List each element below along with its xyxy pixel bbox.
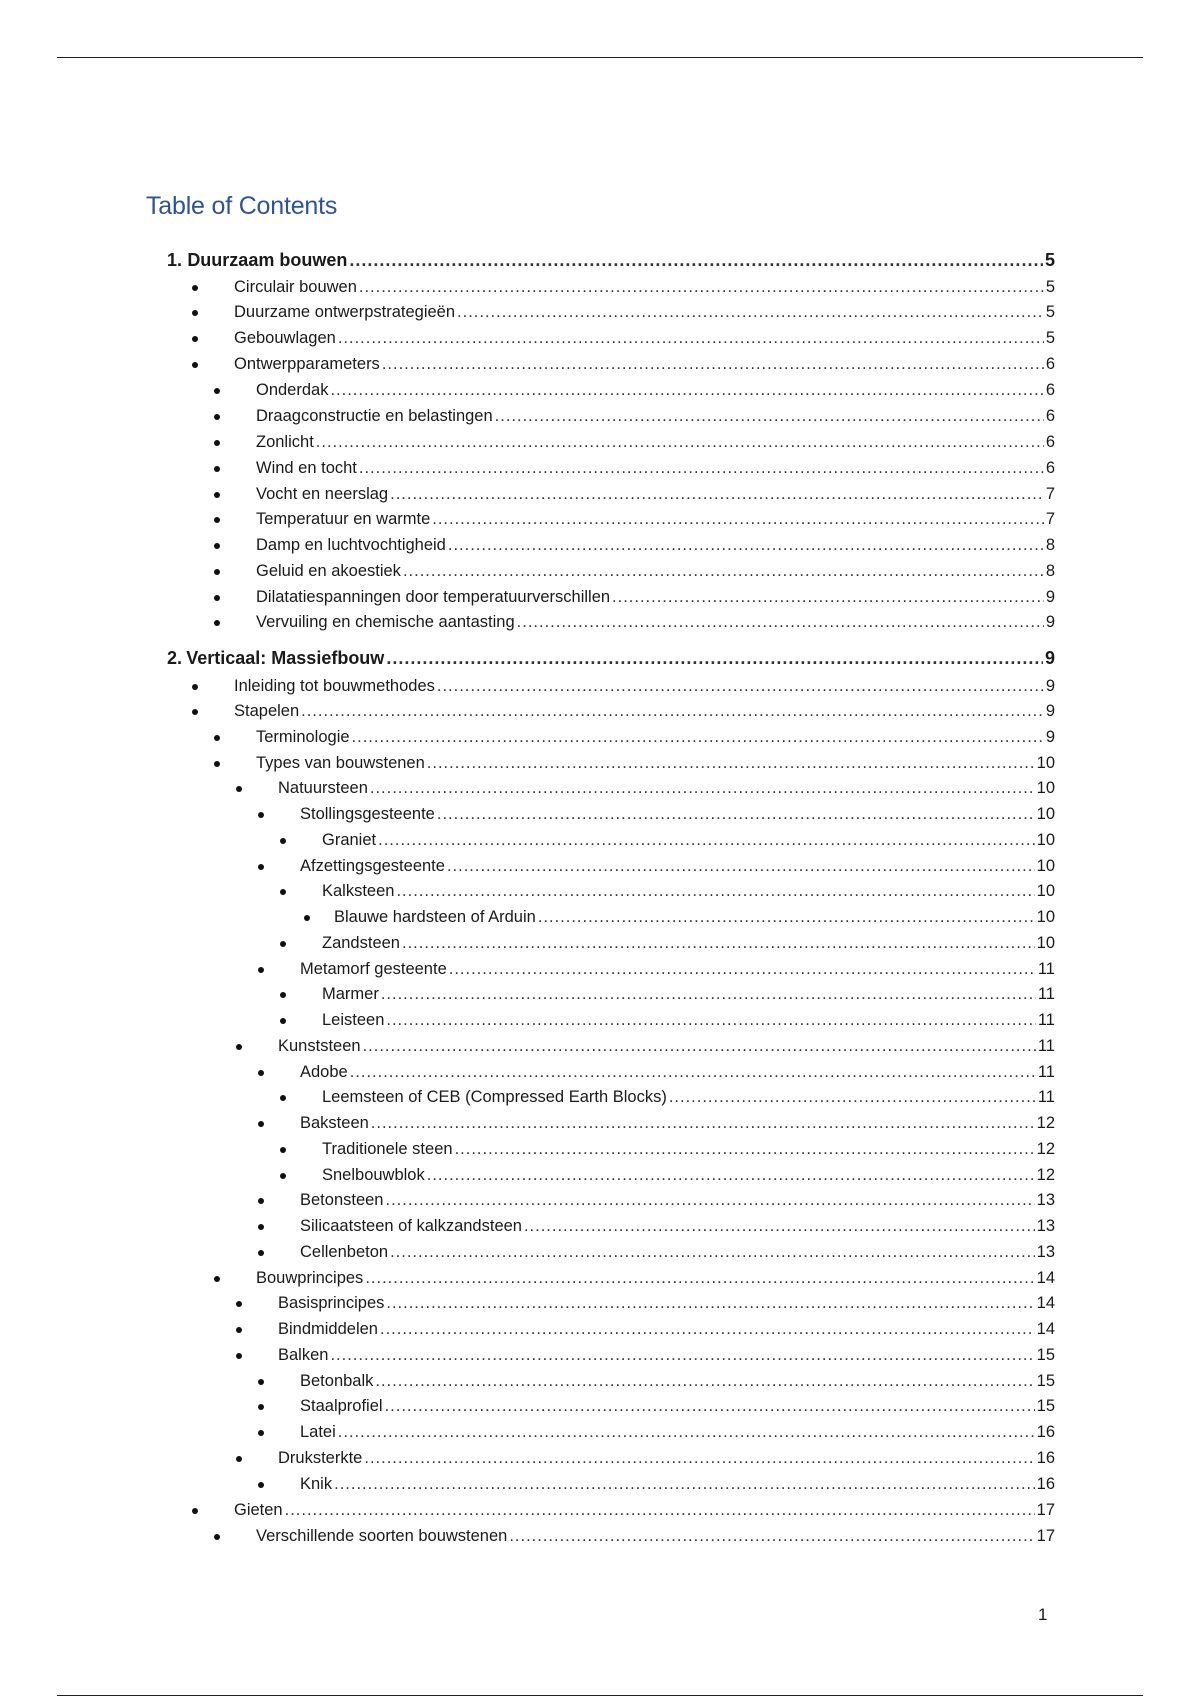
toc-entry[interactable] (300, 802, 1055, 826)
dot-leader (364, 1446, 1034, 1470)
bullet-icon (214, 414, 220, 420)
bullet-icon (236, 1353, 242, 1359)
dot-leader (538, 905, 1035, 929)
toc-entry-title: Duurzame ontwerpstrategieën (234, 303, 456, 321)
toc-entry-title: Damp en luchtvochtigheid (256, 536, 446, 554)
dot-leader (338, 1420, 1035, 1444)
toc-entry-title: Adobe (300, 1063, 348, 1081)
toc-entry[interactable] (278, 1291, 1055, 1315)
toc-entry-page: 12 (1036, 1166, 1055, 1184)
dot-leader (359, 275, 1044, 299)
toc-title: Table of Contents (146, 192, 338, 220)
toc-entry[interactable] (256, 482, 1055, 506)
toc-entry-title: Bindmiddelen (278, 1320, 378, 1338)
toc-entry-page: 14 (1036, 1320, 1055, 1338)
dot-leader (517, 610, 1044, 634)
bullet-icon (258, 1404, 264, 1410)
toc-entry-title: Ontwerpparameters (234, 355, 380, 373)
toc-entry-page: 10 (1036, 831, 1055, 849)
toc-entry[interactable] (334, 905, 1055, 929)
toc-entry-page: 14 (1036, 1294, 1055, 1312)
dot-leader (432, 507, 1044, 531)
dot-leader (495, 404, 1044, 428)
toc-entry-page: 15 (1036, 1397, 1055, 1415)
toc-entry-page: 12 (1036, 1140, 1055, 1158)
toc-entry[interactable] (234, 674, 1055, 698)
toc-entry-title: Natuursteen (278, 779, 368, 797)
toc-entry-page: 10 (1036, 754, 1055, 772)
dot-leader (509, 1524, 1034, 1548)
bullet-icon (258, 967, 264, 973)
dot-leader (370, 776, 1035, 800)
toc-entry-page: 6 (1045, 433, 1055, 451)
bullet-icon (192, 336, 198, 342)
toc-entry-title: Metamorf gesteente (300, 960, 447, 978)
toc-entry-title: Stapelen (234, 702, 300, 720)
dot-leader (359, 456, 1044, 480)
toc-entry[interactable] (300, 1214, 1055, 1238)
dot-leader (386, 646, 1043, 670)
toc-entry-page: 17 (1036, 1501, 1055, 1519)
toc-entry-page: 6 (1045, 459, 1055, 477)
toc-entry-page: 10 (1036, 857, 1055, 875)
toc-entry-title: Druksterkte (278, 1449, 363, 1467)
dot-leader (427, 751, 1035, 775)
bullet-icon (236, 1456, 242, 1462)
toc-entry-title: Snelbouwblok (322, 1166, 425, 1184)
toc-entry[interactable] (278, 776, 1055, 800)
bullet-icon (214, 466, 220, 472)
toc-entry-page: 7 (1045, 485, 1055, 503)
toc-entry-page: 11 (1037, 985, 1055, 1003)
toc-entry-page: 10 (1036, 805, 1055, 823)
toc-entry[interactable] (256, 751, 1055, 775)
toc-entry-page: 15 (1036, 1372, 1055, 1390)
dot-leader (382, 352, 1044, 376)
bullet-icon (280, 1095, 286, 1101)
dot-leader (403, 559, 1044, 583)
toc-entry-title: Gebouwlagen (234, 329, 336, 347)
toc-entry[interactable] (234, 1498, 1055, 1522)
bullet-icon (280, 1173, 286, 1179)
toc-entry-page: 5 (1045, 329, 1055, 347)
toc-entry-page: 7 (1045, 510, 1055, 528)
toc-entry-page: 17 (1036, 1527, 1055, 1545)
toc-entry-title: Vervuiling en chemische aantasting (256, 613, 515, 631)
toc-entry[interactable] (234, 326, 1055, 350)
toc-entry-title: Marmer (322, 985, 379, 1003)
bullet-icon (192, 362, 198, 368)
toc-entry-title: Knik (300, 1475, 333, 1493)
toc-entry-title: Zandsteen (322, 934, 400, 952)
toc-entry-title: Bouwprincipes (256, 1269, 364, 1287)
toc-entry-page: 6 (1045, 407, 1055, 425)
toc-entry-page: 10 (1036, 908, 1055, 926)
bullet-icon (258, 1250, 264, 1256)
toc-entry-page: 15 (1036, 1346, 1055, 1364)
bullet-icon (236, 786, 242, 792)
dot-leader (365, 1266, 1034, 1290)
dot-leader (380, 1317, 1035, 1341)
bullet-icon (192, 310, 198, 316)
bullet-icon (304, 915, 310, 921)
bullet-icon (192, 709, 198, 715)
dot-leader (350, 1060, 1036, 1084)
toc-entry-page: 9 (1045, 702, 1055, 720)
toc-entry-title: Traditionele steen (322, 1140, 453, 1158)
toc-entry-page: 13 (1036, 1243, 1055, 1261)
toc-entry-title: Baksteen (300, 1114, 369, 1132)
toc-entry-title: Verschillende soorten bouwstenen (256, 1527, 508, 1545)
bullet-icon (258, 1224, 264, 1230)
toc-entry[interactable] (256, 610, 1055, 634)
toc-entry[interactable] (322, 828, 1055, 852)
dot-leader (371, 1111, 1035, 1135)
dot-leader (385, 1188, 1034, 1212)
toc-entry[interactable] (234, 275, 1055, 299)
bullet-icon (192, 285, 198, 291)
toc-chapter-entry[interactable] (167, 646, 1055, 670)
dot-leader (612, 585, 1044, 609)
dot-leader (352, 725, 1044, 749)
toc-entry[interactable] (256, 456, 1055, 480)
toc-entry-title: Verticaal: Massiefbouw (186, 648, 385, 668)
toc-entry[interactable] (300, 957, 1055, 981)
bullet-icon (280, 992, 286, 998)
dot-leader (669, 1085, 1036, 1109)
toc-entry-page: 8 (1045, 562, 1055, 580)
toc-entry[interactable] (322, 1008, 1055, 1032)
dot-leader (524, 1214, 1035, 1238)
toc-entry-page: 5 (1044, 250, 1055, 270)
dot-leader (330, 378, 1043, 402)
toc-entry[interactable] (256, 378, 1055, 402)
dot-leader (427, 1163, 1035, 1187)
dot-leader (385, 1394, 1035, 1418)
toc-entry-title: Temperatuur en warmte (256, 510, 431, 528)
toc-entry[interactable] (256, 1524, 1055, 1548)
bullet-icon (258, 1198, 264, 1204)
bullet-icon (214, 735, 220, 741)
toc-entry-title: Vocht en neerslag (256, 485, 389, 503)
toc-entry-title: Latei (300, 1423, 336, 1441)
footer-rule (57, 1695, 1143, 1696)
toc-entry[interactable] (256, 559, 1055, 583)
bullet-icon (214, 1534, 220, 1540)
toc-entry-title: Graniet (322, 831, 377, 849)
toc-entry-page: 9 (1045, 613, 1055, 631)
toc-entry-title: Betonsteen (300, 1191, 384, 1209)
toc-entry[interactable] (256, 507, 1055, 531)
toc-entry-page: 16 (1036, 1449, 1055, 1467)
dot-leader (386, 1291, 1034, 1315)
dot-leader (449, 957, 1036, 981)
bullet-icon (214, 761, 220, 767)
toc-entry-page: 9 (1044, 648, 1055, 668)
bullet-icon (258, 1430, 264, 1436)
bullet-icon (236, 1044, 242, 1050)
toc-entry-page: 13 (1036, 1217, 1055, 1235)
toc-entry-page: 11 (1037, 960, 1055, 978)
toc-entry-page: 11 (1037, 1063, 1055, 1081)
dot-leader (437, 674, 1044, 698)
dot-leader (390, 1240, 1035, 1264)
toc-entry[interactable] (322, 931, 1055, 955)
toc-entry-title: Duurzaam bouwen (187, 250, 348, 270)
bullet-icon (258, 1482, 264, 1488)
page-number: 1 (1038, 1605, 1048, 1624)
toc-entry[interactable] (256, 1266, 1055, 1290)
toc-entry[interactable] (300, 1240, 1055, 1264)
toc-entry-title: Staalprofiel (300, 1397, 383, 1415)
toc-entry-page: 9 (1045, 677, 1055, 695)
toc-chapter-entry[interactable] (167, 248, 1055, 272)
toc-entry[interactable] (300, 1188, 1055, 1212)
bullet-icon (258, 1121, 264, 1127)
toc-entry-title: Types van bouwstenen (256, 754, 425, 772)
dot-leader (338, 326, 1044, 350)
toc-entry-page: 11 (1037, 1011, 1055, 1029)
toc-entry[interactable] (300, 1060, 1055, 1084)
bullet-icon (214, 620, 220, 626)
toc-entry-title: Blauwe hardsteen of Arduin (334, 908, 536, 926)
toc-entry-page: 11 (1037, 1037, 1055, 1055)
toc-entry-title: Kalksteen (322, 882, 395, 900)
bullet-icon (214, 492, 220, 498)
bullet-icon (214, 595, 220, 601)
toc-entry[interactable] (322, 1137, 1055, 1161)
dot-leader (316, 430, 1044, 454)
toc-entry-page: 10 (1036, 934, 1055, 952)
toc-entry-page: 12 (1036, 1114, 1055, 1132)
dot-leader (390, 482, 1044, 506)
toc-entry-title: Geluid en akoestiek (256, 562, 401, 580)
bullet-icon (192, 684, 198, 690)
toc-entry[interactable] (322, 1163, 1055, 1187)
toc-entry-title: Cellenbeton (300, 1243, 389, 1261)
toc-entry[interactable] (256, 585, 1055, 609)
toc-entry-page: 13 (1036, 1191, 1055, 1209)
toc-entry-title: Stollingsgesteente (300, 805, 435, 823)
toc-entry-page: 10 (1036, 882, 1055, 900)
dot-leader (375, 1369, 1034, 1393)
chapter-number: 1. (167, 250, 183, 270)
toc-entry-page: 14 (1036, 1269, 1055, 1287)
dot-leader (349, 248, 1043, 272)
toc-entry-title: Silicaatsteen of kalkzandsteen (300, 1217, 522, 1235)
bullet-icon (258, 864, 264, 870)
dot-leader (457, 300, 1044, 324)
dot-leader (455, 1137, 1035, 1161)
toc-entry[interactable] (300, 1111, 1055, 1135)
toc-entry-page: 6 (1045, 355, 1055, 373)
dot-leader (437, 802, 1035, 826)
toc-entry[interactable] (300, 1420, 1055, 1444)
toc-entry-title: Zonlicht (256, 433, 314, 451)
toc-entry[interactable] (278, 1446, 1055, 1470)
bullet-icon (214, 543, 220, 549)
dot-leader (285, 1498, 1035, 1522)
toc-entry-title: Onderdak (256, 381, 329, 399)
toc-entry-title: Betonbalk (300, 1372, 374, 1390)
dot-leader (396, 879, 1034, 903)
toc-entry-title: Leemsteen of CEB (Compressed Earth Blocks) (322, 1088, 667, 1106)
bullet-icon (214, 388, 220, 394)
bullet-icon (258, 812, 264, 818)
toc-entry-title: Balken (278, 1346, 329, 1364)
bullet-icon (192, 1508, 198, 1514)
bullet-icon (214, 517, 220, 523)
bullet-icon (214, 440, 220, 446)
dot-leader (386, 1008, 1035, 1032)
toc-entry[interactable] (256, 533, 1055, 557)
toc-entry[interactable] (278, 1317, 1055, 1341)
bullet-icon (280, 889, 286, 895)
toc-entry-page: 16 (1036, 1475, 1055, 1493)
bullet-icon (258, 1379, 264, 1385)
toc-entry-page: 11 (1037, 1088, 1055, 1106)
toc-entry-title: Leisteen (322, 1011, 385, 1029)
toc-entry-title: Basisprincipes (278, 1294, 385, 1312)
toc-entry-page: 8 (1045, 536, 1055, 554)
toc-entry[interactable] (256, 430, 1055, 454)
dot-leader (363, 1034, 1036, 1058)
toc-entry[interactable] (322, 1085, 1055, 1109)
chapter-number: 2. (167, 648, 183, 668)
dot-leader (301, 699, 1044, 723)
toc-entry-title: Afzettingsgesteente (300, 857, 445, 875)
toc-entry-page: 9 (1045, 588, 1055, 606)
bullet-icon (280, 1018, 286, 1024)
toc-entry-title: Terminologie (256, 728, 350, 746)
dot-leader (334, 1472, 1035, 1496)
toc-entry-title: Inleiding tot bouwmethodes (234, 677, 435, 695)
toc-entry-title: Gieten (234, 1501, 283, 1519)
toc-entry-page: 16 (1036, 1423, 1055, 1441)
bullet-icon (214, 569, 220, 575)
toc-entry-title: Dilatatiespanningen door temperatuurverschillen (256, 588, 611, 606)
toc-entry-title: Wind en tocht (256, 459, 357, 477)
toc-entry-page: 10 (1036, 779, 1055, 797)
toc-entry[interactable] (234, 300, 1055, 324)
dot-leader (378, 828, 1035, 852)
bullet-icon (214, 1276, 220, 1282)
toc-entry-title: Circulair bouwen (234, 278, 357, 296)
dot-leader (448, 533, 1044, 557)
bullet-icon (236, 1327, 242, 1333)
toc-entry-page: 6 (1045, 381, 1055, 399)
toc-entry[interactable] (322, 982, 1055, 1006)
dot-leader (402, 931, 1035, 955)
toc-entry[interactable] (234, 699, 1055, 723)
bullet-icon (280, 1147, 286, 1153)
toc-entry-page: 5 (1045, 303, 1055, 321)
toc-entry[interactable] (256, 404, 1055, 428)
bullet-icon (258, 1070, 264, 1076)
toc-entry[interactable] (256, 725, 1055, 749)
toc-entry[interactable] (278, 1034, 1055, 1058)
toc-entry-title: Draagconstructie en belastingen (256, 407, 493, 425)
bullet-icon (280, 838, 286, 844)
toc-entry[interactable] (300, 1369, 1055, 1393)
toc-entry-title: Kunststeen (278, 1037, 361, 1055)
bullet-icon (280, 941, 286, 947)
toc-entry[interactable] (278, 1343, 1055, 1367)
toc-entry-page: 9 (1045, 728, 1055, 746)
dot-leader (381, 982, 1036, 1006)
toc-entry[interactable] (300, 1394, 1055, 1418)
toc-entry[interactable] (300, 1472, 1055, 1496)
dot-leader (447, 854, 1035, 878)
toc-entry[interactable] (322, 879, 1055, 903)
dot-leader (330, 1343, 1034, 1367)
header-rule (57, 57, 1143, 58)
bullet-icon (236, 1301, 242, 1307)
toc-entry-page: 5 (1045, 278, 1055, 296)
toc-entry[interactable] (300, 854, 1055, 878)
toc-entry[interactable] (234, 352, 1055, 376)
